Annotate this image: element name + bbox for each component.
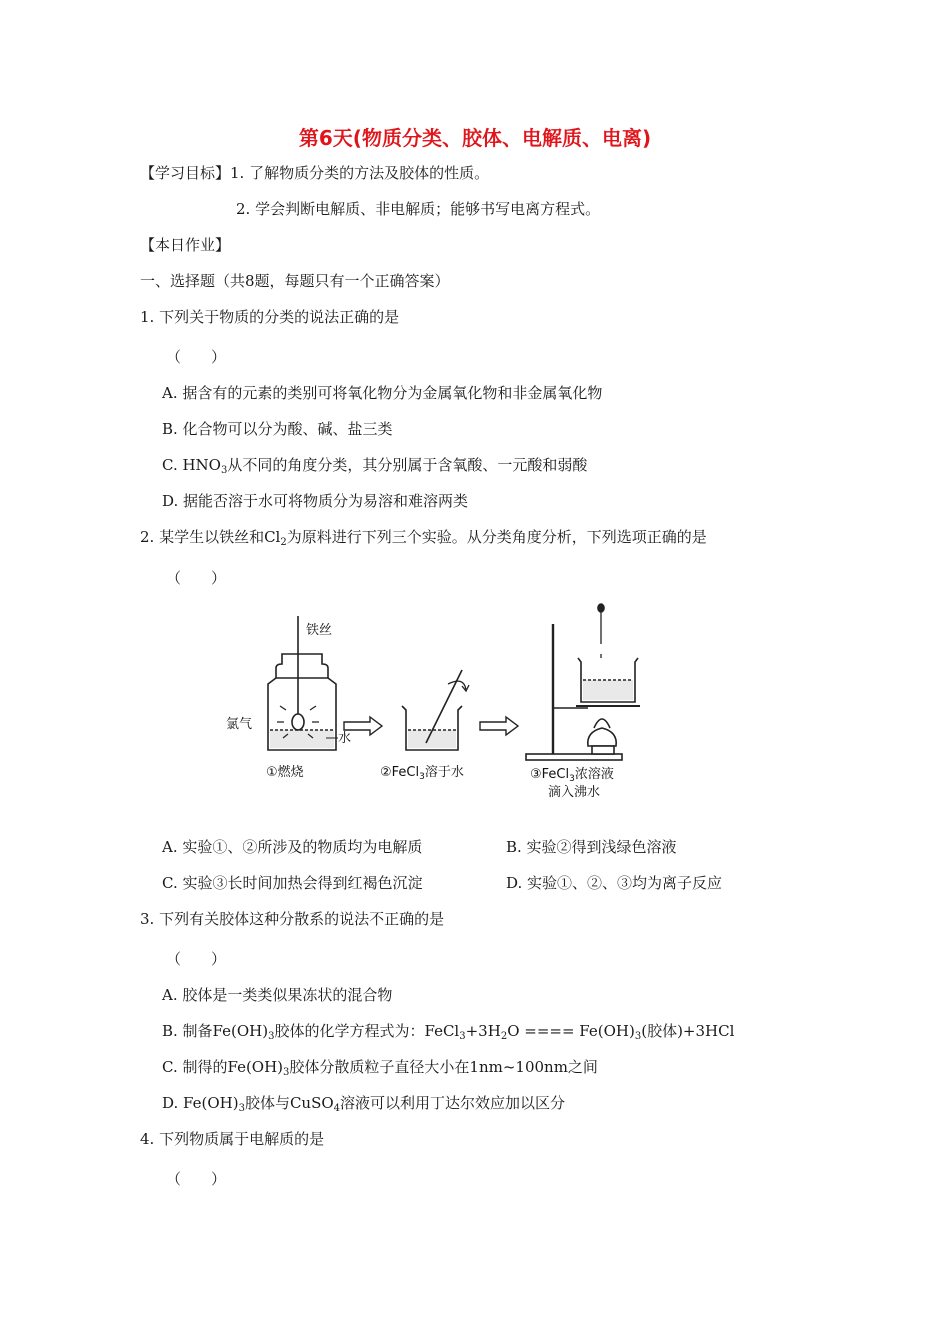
q3-option-c: C. 制得的$Fe(OH)_3$胶体分散质粒子直径大小在1nm~100nm之间	[162, 1058, 598, 1078]
homework-label: 【本日作业】	[140, 236, 231, 254]
caption-2: ②FeCl$_3$溶于水	[380, 765, 464, 782]
q1-answer-blank: （ ）	[166, 348, 227, 366]
q2-answer-blank: （ ）	[166, 569, 227, 587]
goal-2: 2. 学会判断电解质、非电解质；能够书写电离方程式。	[236, 200, 601, 218]
q1-option-a: A. 据含有的元素的类别可将氧化物分为金属氧化物和非金属氧化物	[162, 384, 603, 402]
learning-goals	[140, 163, 489, 183]
q2-option-a: A. 实验①、②所涉及的物质均为电解质	[162, 838, 423, 856]
goals-label: 【学习目标】	[140, 164, 231, 182]
q4-answer-blank: （ ）	[166, 1170, 227, 1188]
caption-3-line2: 滴入沸水	[548, 785, 601, 800]
q3-answer-blank: （ ）	[166, 950, 227, 968]
wire-label: 铁丝	[306, 623, 333, 638]
q3-stem: 3. 下列有关胶体这种分散系的说法不正确的是	[140, 910, 445, 928]
q2-option-b: B. 实验②得到浅绿色溶液	[506, 838, 677, 856]
q1-option-d: D. 据能否溶于水可将物质分为易溶和难溶两类	[162, 492, 469, 510]
q2-stem: 2. 某学生以铁丝和$Cl_2$为原料进行下列三个实验。从分类角度分析，下列选项正确的是	[140, 528, 707, 548]
heating-apparatus	[526, 604, 640, 760]
section-heading: 一、选择题（共8题，每题只有一个正确答案）	[140, 272, 450, 290]
q1-stem: 1. 下列关于物质的分类的说法正确的是	[140, 308, 400, 326]
caption-1: ①燃烧	[266, 765, 304, 780]
q2-option-d: D. 实验①、②、③均为离子反应	[506, 874, 723, 892]
goal-1: 1. 了解物质分类的方法及胶体的性质。	[230, 164, 490, 182]
page-title: 第6天(物质分类、胶体、电解质、电离)	[298, 126, 652, 150]
q1-option-b: B. 化合物可以分为酸、碱、盐三类	[162, 420, 393, 438]
q1-option-c: C. $HNO_3$从不同的角度分类，其分别属于含氧酸、一元酸和弱酸	[162, 456, 588, 476]
beaker-apparatus	[402, 670, 469, 750]
water-label: 水	[338, 731, 352, 746]
q2-option-c: C. 实验③长时间加热会得到红褐色沉淀	[162, 874, 423, 892]
arrow-2	[480, 717, 518, 735]
q3-option-b: B. 制备$Fe(OH)_3$胶体的化学方程式为：$FeCl_3+3H_2O$ ==== $Fe(OH)_3$(胶体)+3HCl	[162, 1022, 735, 1042]
gas-label: 氯气	[226, 717, 253, 732]
experiment-figure	[226, 598, 646, 810]
caption-3: ③FeCl$_3$浓溶液	[530, 767, 614, 784]
q3-option-a: A. 胶体是一类类似果冻状的混合物	[162, 986, 393, 1004]
q4-stem: 4. 下列物质属于电解质的是	[140, 1130, 325, 1148]
q3-option-d: D. $Fe(OH)_3$胶体与CuSO$_4$溶液可以利用丁达尔效应加以区分	[162, 1094, 566, 1114]
